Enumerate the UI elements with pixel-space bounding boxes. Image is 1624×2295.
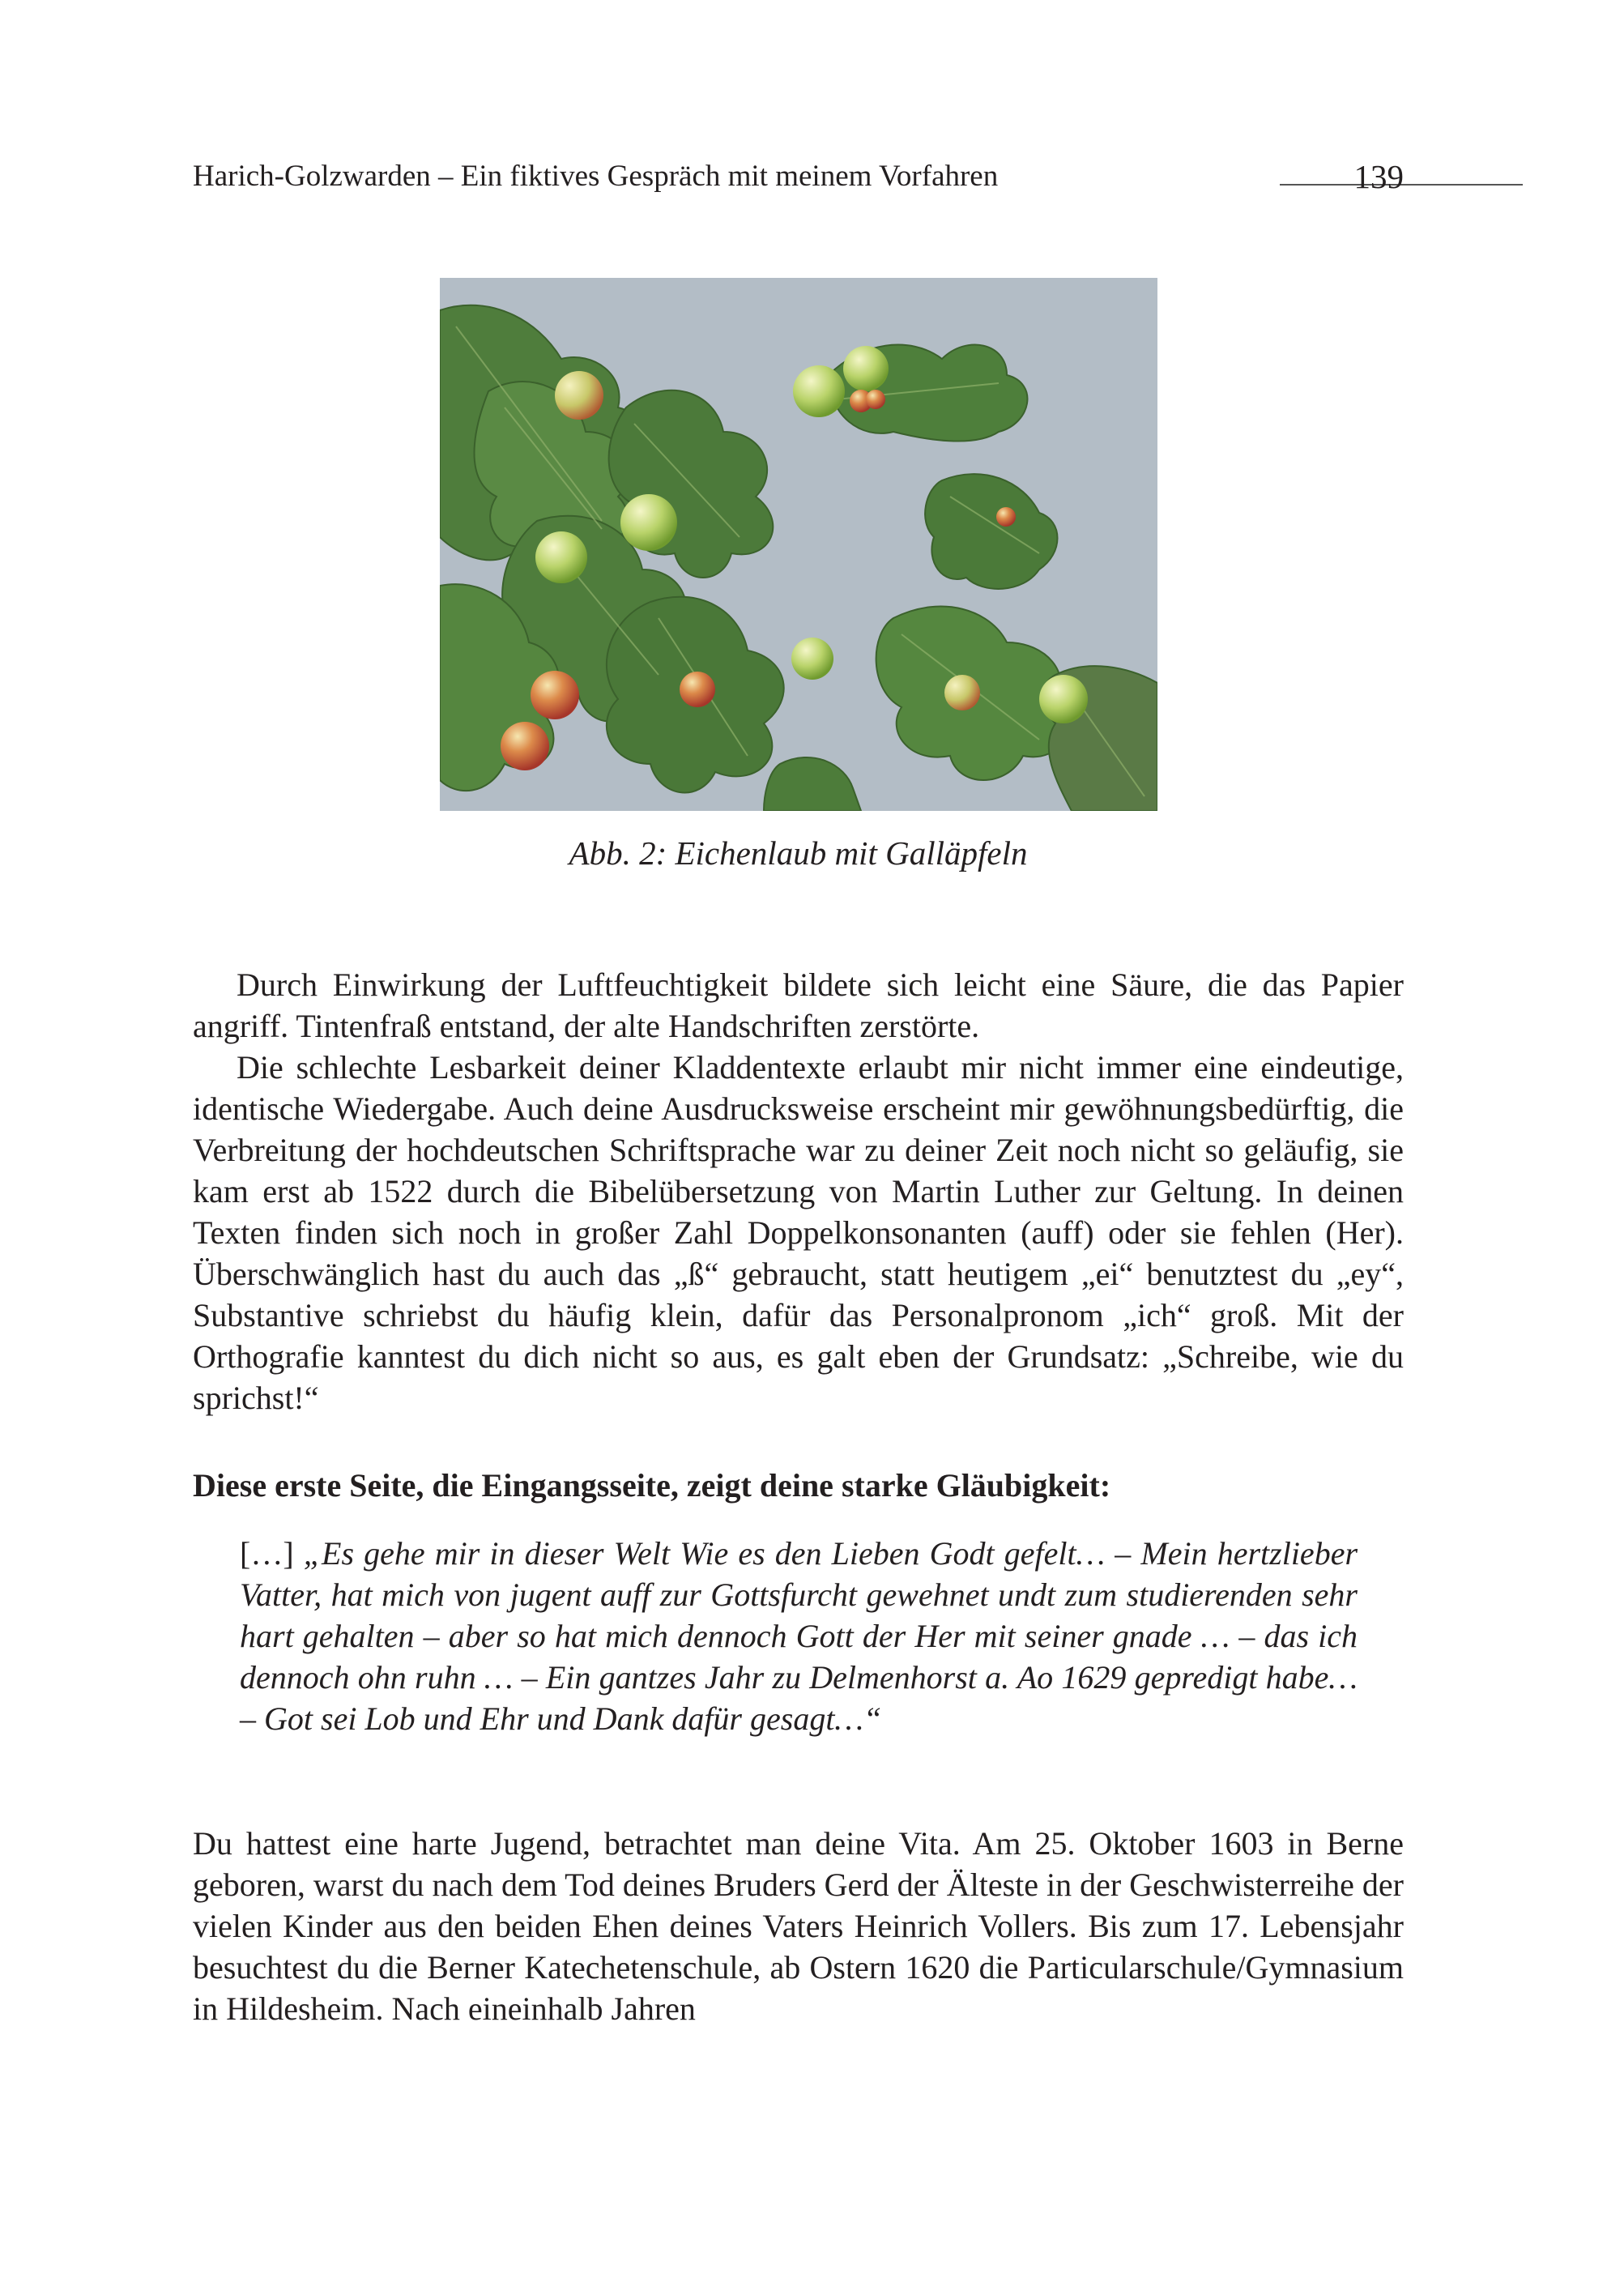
quotation-text: „Es gehe mir in dieser Welt Wie es den Lieben Godt gefelt… – Mein hertzlieber Vatter, hat mich von jugent auff zur Gottsfurcht gewehnet undt zum studierenden sehr hart gehalten – aber so hat mich dennoch Gott der Her mit seiner gnade … – das ich dennoch ohn ruhn … – Ein gantzes Jahr zu Delmenhorst a. Ao 1629 gepredigt habe… – Got sei Lob und Ehr und Dank dafür gesagt…“ bbox=[240, 1535, 1358, 1737]
oak-leaves-with-galls-image bbox=[440, 278, 1157, 811]
page-number: 139 bbox=[1353, 158, 1404, 195]
quotation-bracket: […] bbox=[240, 1535, 304, 1572]
figure-caption: Abb. 2: Eichenlaub mit Galläpfeln bbox=[569, 834, 1028, 872]
paragraph-2: Die schlechte Lesbarkeit deiner Kladdentexte erlaubt mir nicht immer eine eindeutige, identische Wiedergabe. Auch deine Ausdrucksweise erscheint mir gewöhnungsbedürftig, die Verbreitung der hochdeutschen Schriftsprache war zu deiner Zeit noch nicht so geläufig, sie kam erst ab 1522 durch die Bibelübersetzung von Martin Luther zur Geltung. In deinen Texten finden sich noch in großer Zahl Doppelkonsonanten (auff) oder sie fehlen (Her). Überschwänglich hast du auch das „ß“ gebraucht, statt heutigem „ei“ benutztest du „ey“, Substantive schriebst du häufig klein, dafür das Personalpronom „ich“ groß. Mit der Orthografie kanntest du dich nicht so aus, es galt eben der Grundsatz: „Schreibe, wie du sprichst!“ bbox=[193, 1049, 1404, 1416]
paragraph-3: Du hattest eine harte Jugend, betrachtet man deine Vita. Am 25. Oktober 1603 in Berne geboren, warst du nach dem Tod deines Bruders Gerd der Älteste in der Geschwisterreihe der vielen Kinder aus den beiden Ehen deines Vaters Heinrich Vollers. Bis zum 17. Lebensjahr besuchtest du die Berner Katechetenschule, ab Ostern 1620 die Particularschule/Gymnasium in Hildesheim. Nach eineinhalb Jahren bbox=[193, 1825, 1404, 2027]
figure-oak-leaves-photo bbox=[440, 278, 1157, 811]
quotation-block bbox=[240, 1533, 1358, 1739]
running-head-title: Harich-Golzwarden – Ein fiktives Gespräch mit meinem Vorfahren bbox=[193, 160, 999, 193]
running-head bbox=[193, 154, 1404, 199]
section-heading: Diese erste Seite, die Eingangsseite, zeigt deine starke Gläubigkeit: bbox=[193, 1467, 1111, 1504]
paragraph-1: Durch Einwirkung der Luftfeuchtigkeit bildete sich leicht eine Säure, die das Papier angriff. Tintenfraß entstand, der alte Handschriften zerstörte. bbox=[193, 966, 1404, 1044]
